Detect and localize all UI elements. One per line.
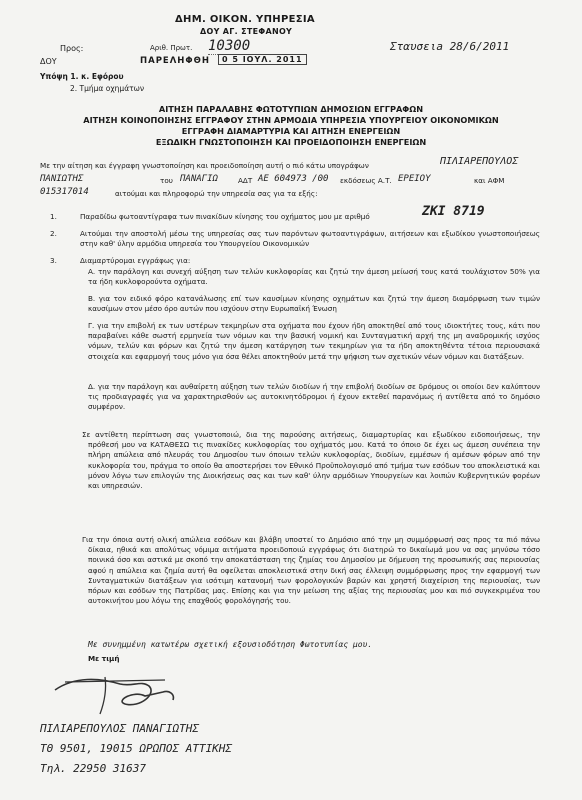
agency-name: ΔΗΜ. ΟΙΚΟΝ. ΥΠΗΡΕΣΙΑ: [175, 14, 315, 25]
title-1: ΑΙΤΗΣΗ ΠΑΡΑΛΑΒΗΣ ΦΩΤΟΤΥΠΙΩΝ ΔΗΜΟΣΙΩΝ ΕΓΓΡΑΦΩΝ: [158, 104, 424, 114]
place-date: Σταυσειa 28/6/2011: [390, 40, 510, 53]
afm-number: 015317014: [40, 187, 89, 197]
dou-label: ΔΟΥ: [40, 57, 57, 66]
receipt-label: ΠΑΡΕΛΗΦΘΗ: [140, 56, 210, 66]
title-4: ΕΞΩΔΙΚΗ ΓΝΩΣΤΟΠΟΙΗΣΗ ΚΑΙ ΠΡΟΕΙΔΟΠΟΙΗΣΗ ΕΝΕΡΓΕΙΩΝ: [155, 137, 427, 147]
father-name: ΠΑΝΑΓΙΩ: [180, 174, 218, 184]
adt-number: ΑΕ 604973 /00: [258, 174, 329, 184]
adt-label: ΑΔΤ: [238, 176, 253, 185]
item-3-number: 3.: [50, 256, 57, 265]
plate-number: ΖΚΙ 8719: [422, 204, 485, 219]
paragraph-1: Σε αντίθετη περίπτωση σας γνωστοποιώ, δια της παρούσης αιτήσεως, διαμαρτυρίας και εξωδίκου ειδοποιήσεως, την πρόθεσή μου να ΚΑΤΑΘΕΣΩ τις πινακίδες κυκλοφορίας του οχήματός μου. Κατά το όποιο δε έχει ως άμεση συνέπεια την πλήρη απώλεια από πλευράς του Δημοσίου των όποιων τελών κυκλοφορίας, διοδίων, εμμέσων ή αμέσων φόρων από την κυκλοφορία του, πράγμα το οποίο θα αποστερήσει τον Εθνικό Προϋπολογισμό από τμήμα των εσόδων του αποκλειστικά και μόνον λόγω των επιλογών της Διοικήσεως σας και των καθ' ύλην αρμόδιων Υπουργείων και λοιπών Κυβερνητικών φορέων και υπηρεσιών.: [82, 430, 540, 491]
agency-subname: ΔΟΥ ΑΓ. ΣΤΕΦΑΝΟΥ: [200, 27, 293, 36]
item-1-text: Παραδίδω φωτοαντίγραφα των πινακίδων κίνησης του οχήματος μου με αριθμό: [80, 212, 370, 221]
item-1-number: 1.: [50, 212, 57, 221]
protocol-number: 10300: [208, 38, 268, 55]
signature-scribble: [45, 672, 185, 717]
intro-line-3: αιτούμαι και πληροφορώ την υπηρεσία σας για τα εξής:: [115, 189, 318, 198]
signature: [45, 672, 185, 721]
recipient-line-1: Υπόψη 1. κ. Εφόρου: [40, 72, 124, 81]
intro-line-1: Με την αίτηση και έγγραφη γνωστοποίηση και προειδοποίηση αυτή ο πιό κάτω υπογράφων: [40, 161, 369, 170]
receipt-date-stamp: 0 5 ΙΟΥΛ. 2011: [218, 54, 307, 65]
subitem-d: Δ. για την παράλογη και αυθαίρετη αύξηση των τελών διοδίων ή την επιβολή διοδίων σε δρόμους οι οποίοι δεν καλύπτουν τις προδιαγραφές για να χαρακτηρισθούν ως αυτοκινητόδρομοι ή έχουν εκτεθεί παρανόμως ή αντίθετα από το δημόσιο συμφέρον.: [88, 382, 540, 412]
title-3: ΕΓΓΡΑΦΗ ΔΙΑΜΑΡΤΥΡΙΑ ΚΑΙ ΑΙΤΗΣΗ ΕΝΕΡΓΕΙΩΝ: [181, 126, 401, 136]
item-2-text: Αιτούμαι την αποστολή μέσω της υπηρεσίας σας των παρόντων φωτοαντιγράφων, αιτήσεων και εξωδίκου γνωστοποιήσεως στην καθ' ύλην αρμόδια υπηρεσία του Υπουργείου Οικονομικών: [80, 229, 540, 249]
afm-label: και ΑΦΜ: [474, 176, 505, 185]
subitem-a: Α. την παράλογη και συνεχή αύξηση των τελών κυκλοφορίας και ζητώ την άμεση μείωσή τους κατά τουλάχιστον 50% για τα ήδη κυκλοφορούντα οχήματα.: [88, 267, 540, 287]
signer-phone: Τηλ. 22950 31637: [40, 762, 146, 775]
ekdoseos-label: εκδόσεως Α.Τ.: [340, 176, 392, 185]
item-2-number: 2.: [50, 229, 57, 238]
tou-label: του: [160, 176, 173, 185]
protocol-label: Αριθ. Πρωτ.: [150, 44, 193, 52]
issuing-authority: ΕΡΕΙΟΥ: [398, 174, 431, 184]
item-3-text: Διαμαρτύρομαι εγγράφως για:: [80, 256, 191, 265]
pros-label: Προς:: [60, 44, 84, 53]
title-2: ΑΙΤΗΣΗ ΚΟΙΝΟΠΟΙΗΣΗΣ ΕΓΓΡΑΦΟΥ ΣΤΗΝ ΑΡΜΟΔΙΑ ΥΠΗΡΕΣΙΑ ΥΠΟΥΡΓΕΙΟΥ ΟΙΚΟΝΟΜΙΚΩΝ: [83, 115, 499, 125]
signer-address: ΤΘ 9501, 19015 ΩΡΩΠΟΣ ΑΤΤΙΚΗΣ: [40, 742, 233, 755]
closing-handwritten: Με συνημμένη κατωτέρω σχετική εξουσιοδότηση Φωτοτυπίας μου.: [88, 640, 373, 649]
applicant-first-name: ΠΑΝΙΩΤΗΣ: [40, 174, 84, 184]
signer-name: ΠΙΛΙΑΡΕΠΟΥΛΟΣ ΠΑΝΑΓΙΩΤΗΣ: [40, 722, 199, 735]
recipient-line-2: 2. Τμήμα οχημάτων: [70, 84, 145, 93]
paragraph-2: Για την όποια αυτή ολική απώλεια εσόδων και βλάβη υποστεί το Δημόσιο από την μη συμμόρφωσή σας προς τα πιό πάνω δίκαια, ηθικά και απολύτως νόμιμα αιτήματα προειδοποιώ εγγράφως ότι διατηρώ το δικαίωμά μου να σας μηνύσω τόσο ποινικά όσο και αστικά με σκοπό την αποκατάσταση της ζημίας του Δημοσίου με δήμευση της προσωπικής σας περιουσίας αφού η απώλεια και ζημία αυτή θα οφείλεται αποκλειστικά στην δική σας έλλειψη συμμόρφωσης προς την εφαρμογή των Συνταγματικών διατάξεων για ισότιμη κατανομή των φορολογικών βαρών και χρηστή διαχείριση της περιουσίας, των πόρων και εσόδων της Πατρίδας μας. Επίσης και για την μείωση της αξίας της περιουσίας μου και πιό συγκεκριμένα του αυτοκινήτου μου λόγω της επαχθούς φορολόγησής του.: [82, 535, 540, 606]
closing-text: Με τιμή: [88, 654, 120, 663]
subitem-b: Β. για τον ειδικό φόρο κατανάλωσης επί των καυσίμων κίνησης οχημάτων και ζητώ την άμεση διαμόρφωση των τιμών καυσίμων στον μέσο όρο αυτών που ισχύουν στην Ευρωπαϊκή Ένωση: [88, 294, 540, 314]
applicant-surname: ΠΙΛΙΑΡΕΠΟΥΛΟΣ: [440, 156, 519, 167]
subitem-c: Γ. για την επιβολή εκ των υστέρων τεκμηρίων στα οχήματα που έχουν ήδη αποκτηθεί από τους ιδιοκτήτες τους, κάτι που παραβαίνει κάθε σωστή ερμηνεία των νόμων και την βασική νομική και Συνταγματική αρχή της μη αναδρομικής ισχύος νόμων, τελών και φόρων και ζητώ την άμεση κατάργηση των τεκμηρίων για τα ήδη αποκτηθέντα τέτοια περιουσιακά στοιχεία και εφαρμογή τους μόνο για όσα θέλει αποκτηθούν μετά την ψήφιση των σχετικών νέων νόμων και διατάξεων.: [88, 321, 540, 361]
